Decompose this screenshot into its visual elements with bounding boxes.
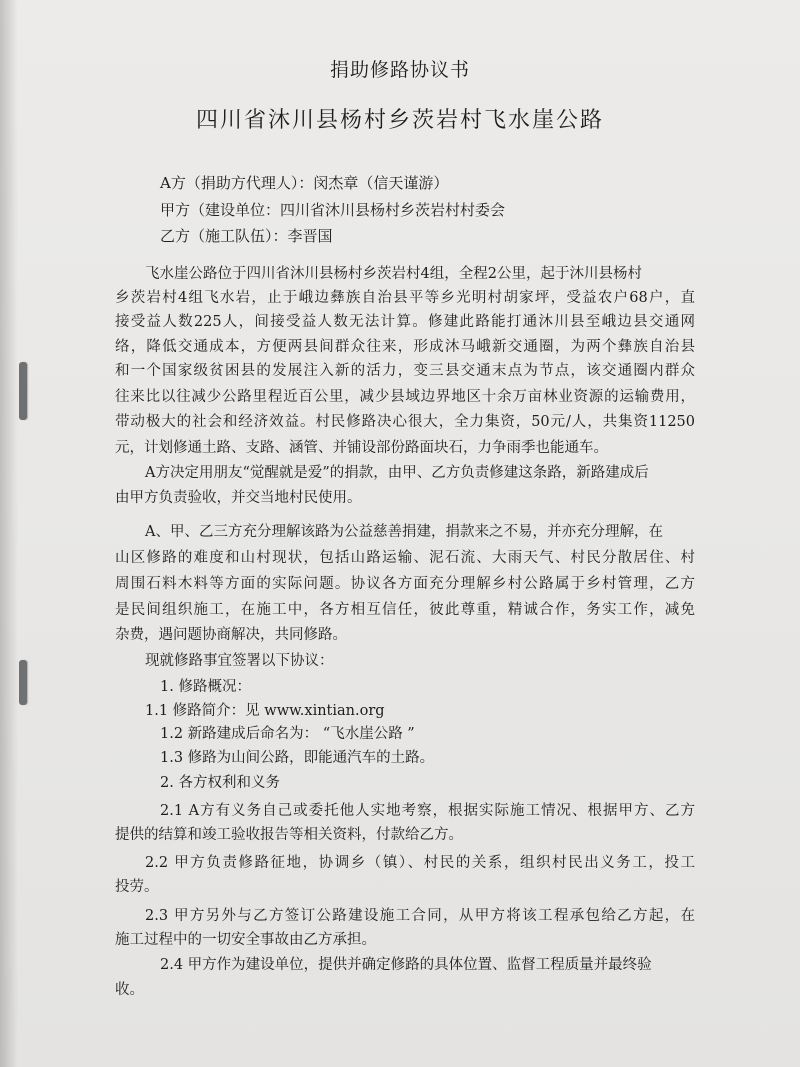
section-2-1-line: 2.1 A方有义务自己或委托他人实地考察，根据实际施工情况、根据甲方、乙方 <box>160 803 695 819</box>
section-2-4-line: 收。 <box>115 982 144 998</box>
para3-line: 周围石料木料等方面的实际问题。协议各方面充分理解乡村公路属于乡村管理，乙方 <box>115 576 695 592</box>
para3-line: 是民间组织施工，在施工中，各方相互信任，彼此尊重，精诚合作，务实工作，减免 <box>115 602 695 618</box>
para3-line: 杂费，遇问题协商解决，共同修路。 <box>115 627 347 643</box>
para1-line: 元，计划修通土路、支路、涵管、并铺设部份路面块石，力争雨季也能通车。 <box>115 440 608 456</box>
section-2-1-line: 提供的结算和竣工验收报告等相关资料，付款给乙方。 <box>115 827 463 843</box>
section-1-2: 1.2 新路建成后命名为： “飞水崖公路 ” <box>160 726 415 742</box>
para1-line: 乡茨岩村4组飞水岩，止于峨边彝族自治县平等乡光明村胡家坪，受益农户68户，直 <box>115 290 695 306</box>
document-subtitle: 四川省沐川县杨村乡茨岩村飞水崖公路 <box>195 108 604 133</box>
para3-line: 山区修路的难度和山村现状，包括山路运输、泥石流、大雨天气、村民分散居住、村 <box>115 550 695 566</box>
section-2-4-line: 2.4 甲方作为建设单位，提供并确定修路的具体位置、监督工程质量并最终验 <box>160 957 652 973</box>
section-2-2-line: 2.2 甲方负责修路征地，协调乡（镇）、村民的关系，组织村民出义务工，投工 <box>145 855 695 871</box>
section-2-3-line: 施工过程中的一切安全事故由乙方承担。 <box>115 932 376 948</box>
para1-line: 络，降低交通成本，方便两县间群众往来，形成沐马峨新交通圈，为两个彝族自治县 <box>115 339 695 355</box>
document-title: 捐助修路协议书 <box>329 59 470 81</box>
para1-line: 飞水崖公路位于四川省沐川县杨村乡茨岩村4组，全程2公里，起于沐川县杨村 <box>145 266 642 282</box>
section-1-1: 1.1 修路简介：见 www.xintian.org <box>145 703 385 719</box>
party-a: A方（捐助方代理人）：闵杰章（信天谨游） <box>160 174 449 192</box>
para2-line: 由甲方负责验收，并交当地村民使用。 <box>115 490 362 506</box>
para1-line: 和一个国家级贫困县的发展注入新的活力，变三县交通末点为节点，该交通圈内群众 <box>115 363 695 379</box>
para1-line: 带动极大的社会和经济效益。村民修路决心很大，全力集资，50元/人，共集资11250 <box>115 414 695 430</box>
staple-bottom <box>19 660 27 705</box>
para1-line: 接受益人数225人，间接受益人数无法计算。修建此路能打通沐川县至峨边县交通网 <box>115 314 695 330</box>
agreement-intro: 现就修路事宜签署以下协议： <box>145 653 334 669</box>
page-edge-shadow <box>0 0 18 1067</box>
party-jia: 甲方（建设单位：四川省沐川县杨村乡茨岩村村委会 <box>160 201 506 219</box>
para1-line: 往来比以往减少公路里程近百公里，减少县域边界地区十余万亩林业资源的运输费用， <box>115 389 695 405</box>
section-2-3-line: 2.3 甲方另外与乙方签订公路建设施工合同，从甲方将该工程承包给乙方起，在 <box>145 908 695 924</box>
section-1-3: 1.3 修路为山间公路，即能通汽车的土路。 <box>160 750 435 766</box>
para2-line: A方决定用朋友“觉醒就是爱”的捐款，由甲、乙方负责修建这条路，新路建成后 <box>145 465 649 481</box>
section-1-heading: 1. 修路概况： <box>160 679 251 695</box>
section-2-heading: 2. 各方权利和义务 <box>160 775 280 791</box>
section-2-2-line: 投劳。 <box>115 879 159 895</box>
party-yi: 乙方（施工队伍）：李晋国 <box>160 227 333 245</box>
staple-top <box>19 362 27 420</box>
para3-line: A、甲、乙三方充分理解该路为公益慈善捐建，捐款来之不易，并亦充分理解，在 <box>145 524 663 540</box>
